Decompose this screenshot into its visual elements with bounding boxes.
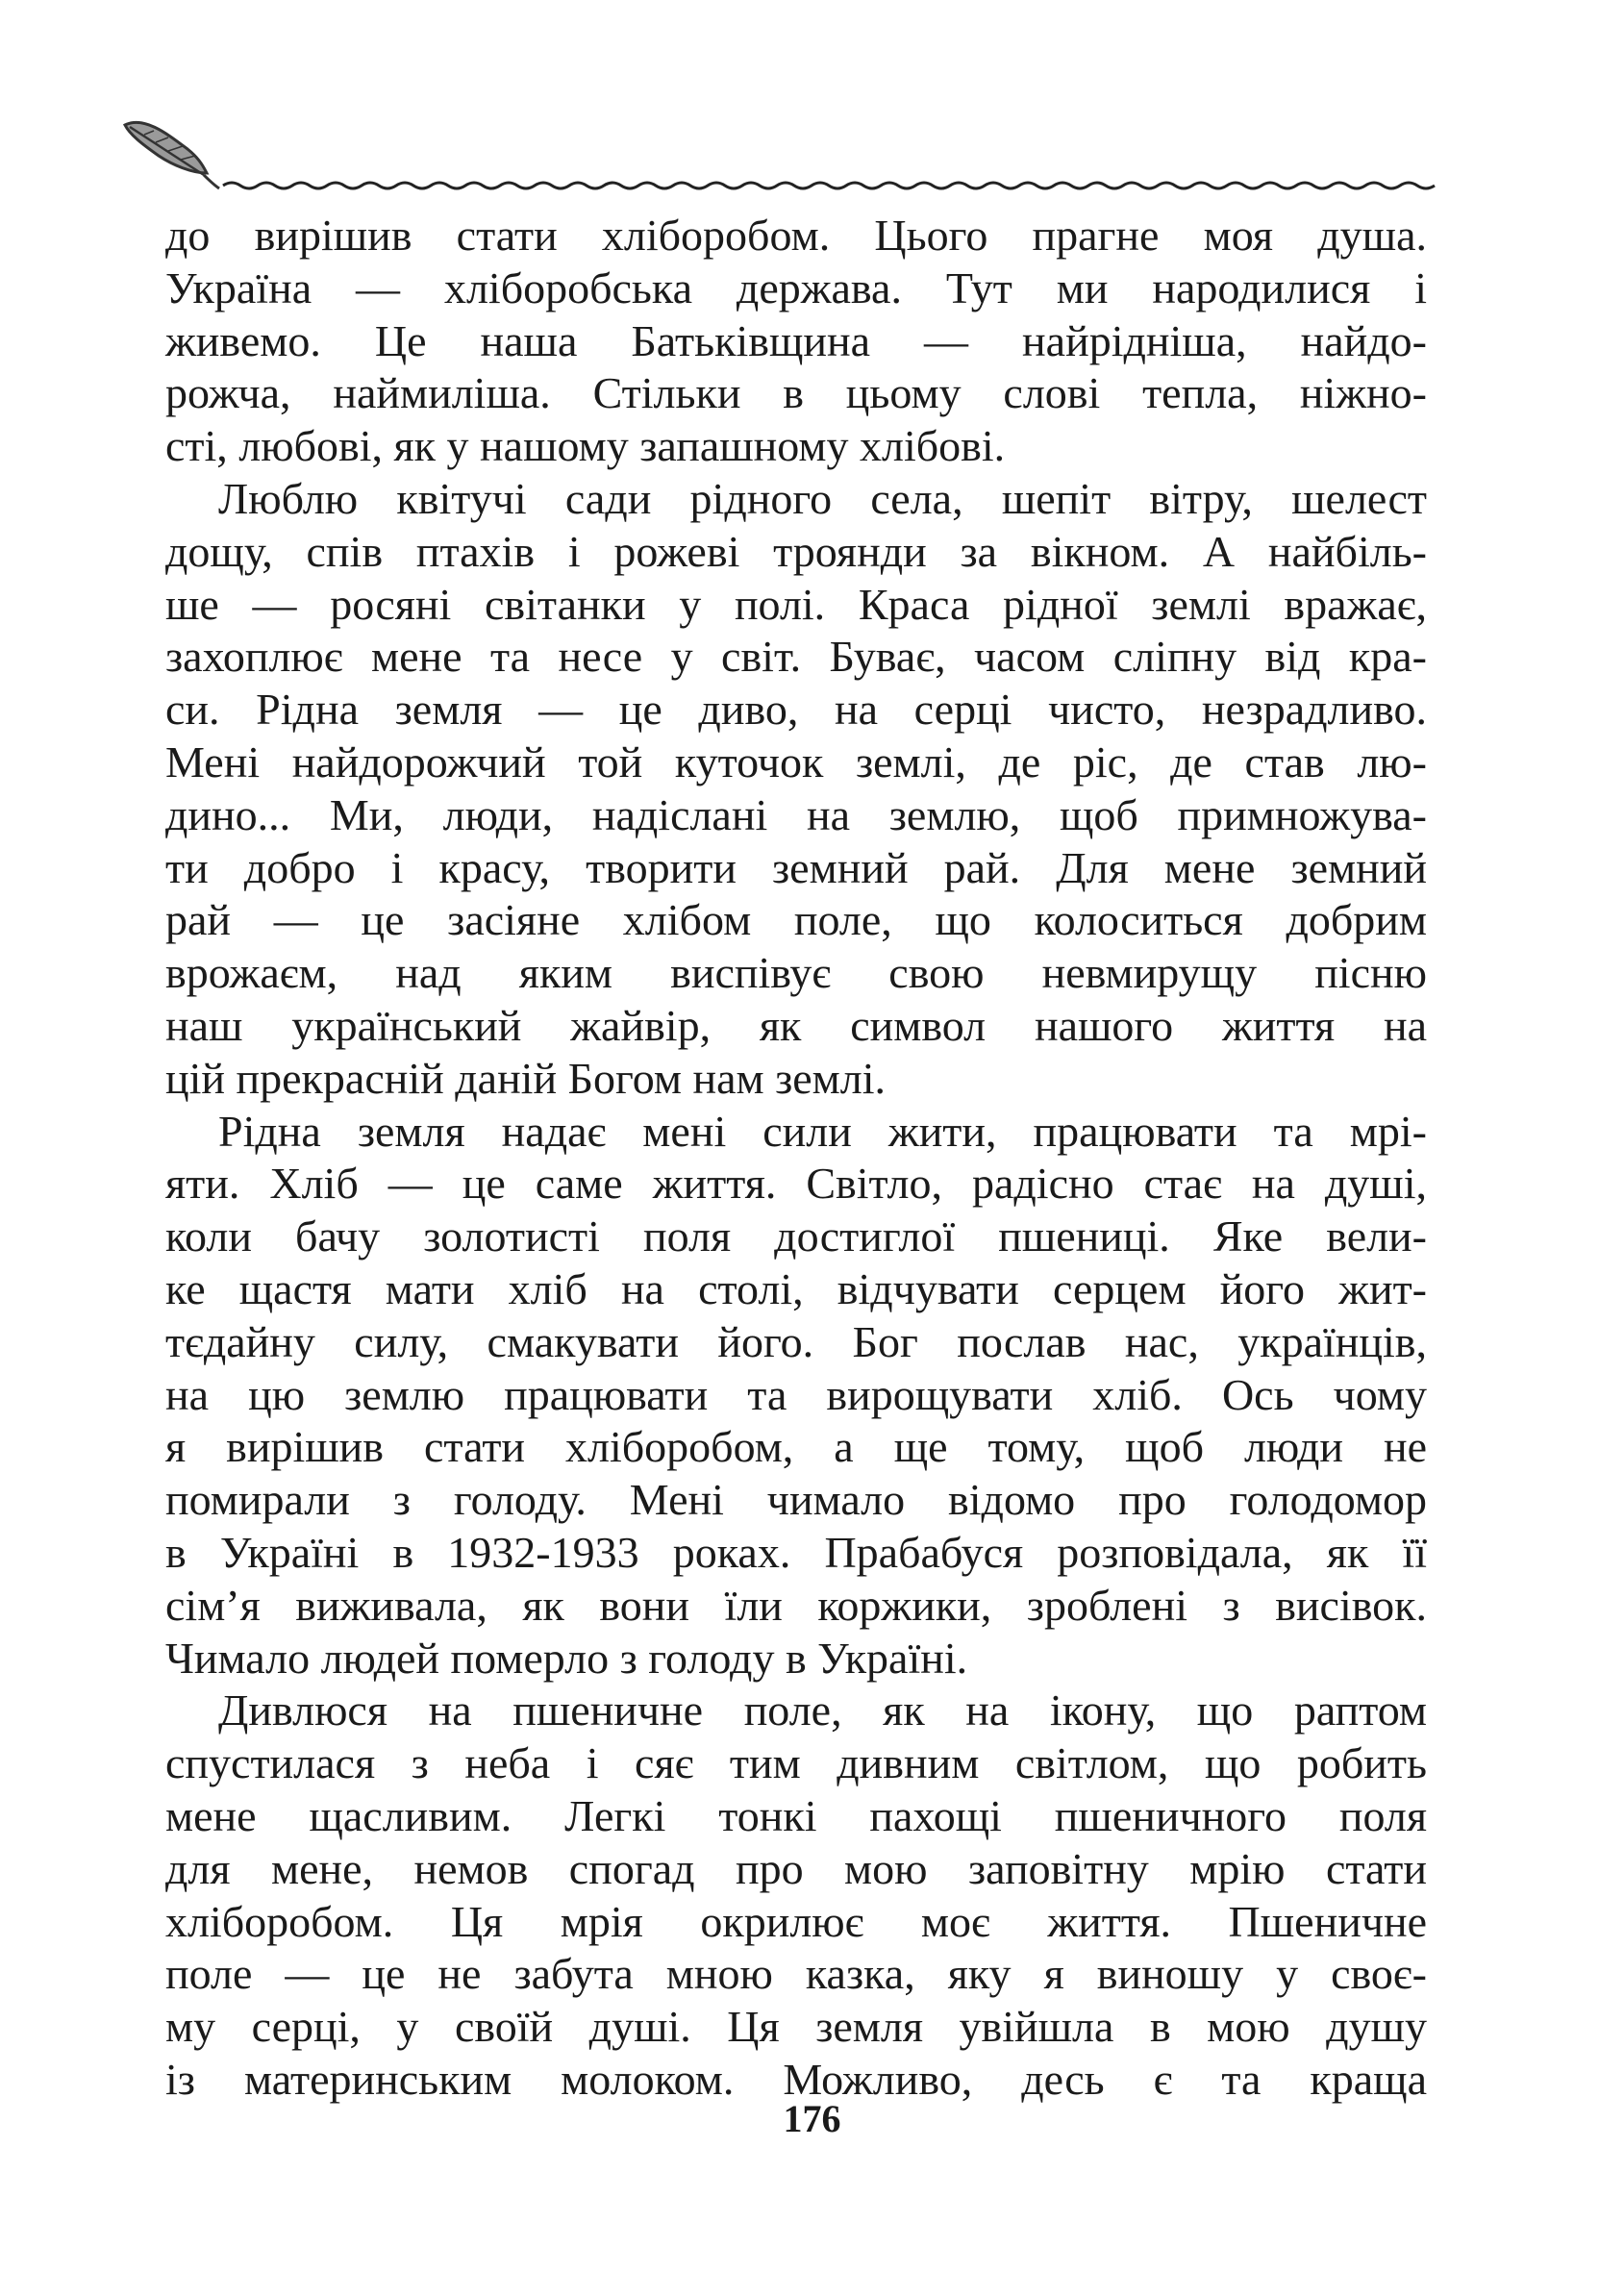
text-line: я вирішив стати хліборобом, а ще тому, щоб люди не [165,1422,1427,1472]
text-line: ше — росяні світанки у полі. Краса рідної землі вражає, [165,579,1427,629]
text-line: для мене, немов спогад про мою заповітну мрію стати [165,1843,1427,1893]
text-line: яти. Хліб — це саме життя. Світло, радісно стає на душі, [165,1159,1427,1209]
text-line: цій прекрасній даній Богом нам землі. [165,1053,887,1103]
text-line: із материнським молоком. Можливо, десь є та краща [165,2054,1427,2104]
text-line: Рідна земля надає мені сили жити, працювати та мрі- [218,1106,1427,1156]
text-line: Чимало людей померло з голоду в Україні. [165,1633,968,1683]
text-line: коли бачу золотисті поля достиглої пшениці. Яке вели- [165,1211,1427,1261]
paragraph [165,473,1427,1106]
text-line: захоплює мене та несе у світ. Буває, часом сліпну від кра- [165,632,1427,682]
text-line: помирали з голоду. Мені чимало відомо про голодомор [165,1475,1427,1525]
text-line: в Україні в 1932-1933 роках. Прабабуся розповідала, як її [165,1527,1427,1577]
text-line: рай — це засіяне хлібом поле, що колоситься добрим [165,895,1427,945]
text-line: Україна — хліборобська держава. Тут ми народилися і [165,262,1427,312]
wavy-divider [223,183,1435,188]
text-line: му серці, у своїй душі. Ця земля увійшла в мою душу [165,2002,1427,2052]
text-line: тєдайну силу, смакувати його. Бог послав нас, українців, [165,1316,1427,1366]
text-line: рожча, наймиліша. Стільки в цьому слові тепла, ніжно- [165,368,1427,418]
text-line: дощу, спів птахів і рожеві троянди за вікном. А найбіль- [165,526,1427,576]
body-text [165,210,1427,2107]
text-line: поле — це не забута мною казка, яку я виношу у своє- [165,1949,1427,1999]
text-line: си. Рідна земля — це диво, на серці чисто, незрадливо. [165,685,1427,735]
text-line: ке щастя мати хліб на столі, відчувати серцем його жит- [165,1263,1427,1313]
feather-quill-icon [125,122,219,188]
paragraph [165,210,1427,473]
text-line: сті, любові, як у нашому запашному хлібові. [165,421,1006,471]
text-line: мене щасливим. Легкі тонкі пахощі пшеничного поля [165,1790,1427,1840]
text-line: хліборобом. Ця мрія окрилює моє життя. Пшеничне [165,1896,1427,1946]
text-line: на цю землю працювати та вирощувати хліб. Ось чому [165,1369,1427,1419]
text-line: спустилася з неба і сяє тим дивним світлом, що робить [165,1738,1427,1788]
text-line: Люблю квітучі сади рідного села, шепіт вітру, шелест [218,473,1427,523]
paragraph [165,1685,1427,2106]
text-line: до вирішив стати хліборобом. Цього прагне моя душа. [165,211,1427,260]
header-ornament [0,0,1624,221]
page-number: 176 [783,2097,841,2140]
text-line: сім’я виживала, як вони їли коржики, зроблені з висівок. [165,1580,1427,1630]
paragraph [165,1106,1427,1685]
text-line: живемо. Це наша Батьківщина — найрідніша, найдо- [165,315,1427,365]
text-line: врожаєм, над яким виспівує свою невмирущу пісню [165,948,1427,998]
text-line: Дивлюся на пшеничне поле, як на ікону, що раптом [218,1685,1427,1735]
text-line: ти добро і красу, творити земний рай. Для мене земний [165,842,1427,892]
text-line: дино... Ми, люди, надіслані на землю, щоб примножува- [165,789,1427,839]
text-line: Мені найдорожчий той куточок землі, де ріс, де став лю- [165,737,1427,786]
text-line: наш український жайвір, як символ нашого життя на [165,1000,1427,1050]
